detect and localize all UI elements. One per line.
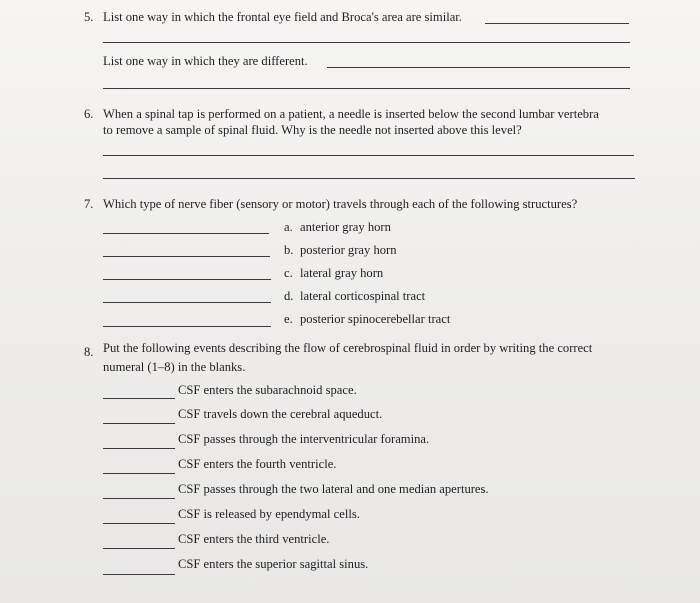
- q8-blank-5[interactable]: [103, 498, 175, 499]
- q8-event-3: CSF passes through the interventricular foramina.: [178, 432, 430, 446]
- q7-item-c-label: lateral gray horn: [300, 266, 384, 280]
- q8-event-4: CSF enters the fourth ventricle.: [178, 457, 337, 471]
- q5-answer-blank-4[interactable]: [103, 88, 630, 89]
- q7-item-d-label: lateral corticospinal tract: [300, 289, 426, 303]
- q7-number: 7.: [84, 197, 94, 211]
- q8-blank-3[interactable]: [103, 448, 175, 449]
- q7-item-a-label: anterior gray horn: [300, 220, 391, 234]
- q8-event-5: CSF passes through the two lateral and one median apertures.: [178, 482, 489, 496]
- q7-item-b-letter: b.: [284, 243, 294, 257]
- q5-answer-blank-1[interactable]: [485, 23, 629, 24]
- q8-blank-7[interactable]: [103, 548, 175, 549]
- q8-question-line-2: numeral (1–8) in the blanks.: [103, 360, 246, 374]
- q8-event-1: CSF enters the subarachnoid space.: [178, 383, 357, 397]
- q7-blank-a[interactable]: [103, 233, 269, 234]
- q7-question-text: Which type of nerve fiber (sensory or motor) travels through each of the following structures?: [103, 197, 578, 211]
- q7-blank-d[interactable]: [103, 302, 271, 303]
- q5-answer-blank-3[interactable]: [327, 67, 630, 68]
- q7-item-a-letter: a.: [284, 220, 293, 234]
- q5-followup-text: List one way in which they are different.: [103, 54, 308, 68]
- q7-blank-c[interactable]: [103, 279, 271, 280]
- q7-blank-b[interactable]: [103, 256, 270, 257]
- q6-number: 6.: [84, 107, 94, 121]
- q5-number: 5.: [84, 10, 94, 24]
- q8-blank-1[interactable]: [103, 398, 175, 399]
- q8-event-7: CSF enters the third ventricle.: [178, 532, 330, 546]
- q8-question-line-1: Put the following events describing the flow of cerebrospinal fluid in order by writing the correct: [103, 341, 593, 355]
- q8-blank-4[interactable]: [103, 473, 175, 474]
- q8-blank-2[interactable]: [103, 423, 175, 424]
- q7-item-b-label: posterior gray horn: [300, 243, 397, 257]
- q6-answer-blank-2[interactable]: [103, 178, 635, 179]
- q8-number: 8.: [84, 345, 94, 359]
- q6-question-line-1: When a spinal tap is performed on a patient, a needle is inserted below the second lumbar vertebra: [103, 107, 599, 121]
- q8-event-8: CSF enters the superior sagittal sinus.: [178, 557, 369, 571]
- q8-event-6: CSF is released by ependymal cells.: [178, 507, 360, 521]
- q6-answer-blank-1[interactable]: [103, 155, 634, 156]
- q7-item-e-letter: e.: [284, 312, 293, 326]
- q7-blank-e[interactable]: [103, 326, 271, 327]
- q8-event-2: CSF travels down the cerebral aqueduct.: [178, 407, 383, 421]
- q6-question-line-2: to remove a sample of spinal fluid. Why is the needle not inserted above this level?: [103, 123, 522, 137]
- q7-item-e-label: posterior spinocerebellar tract: [300, 312, 451, 326]
- q8-blank-6[interactable]: [103, 523, 175, 524]
- q7-item-d-letter: d.: [284, 289, 294, 303]
- q7-item-c-letter: c.: [284, 266, 293, 280]
- q5-question-text: List one way in which the frontal eye field and Broca's area are similar.: [103, 10, 462, 24]
- q5-answer-blank-2[interactable]: [103, 42, 630, 43]
- q8-blank-8[interactable]: [103, 574, 175, 575]
